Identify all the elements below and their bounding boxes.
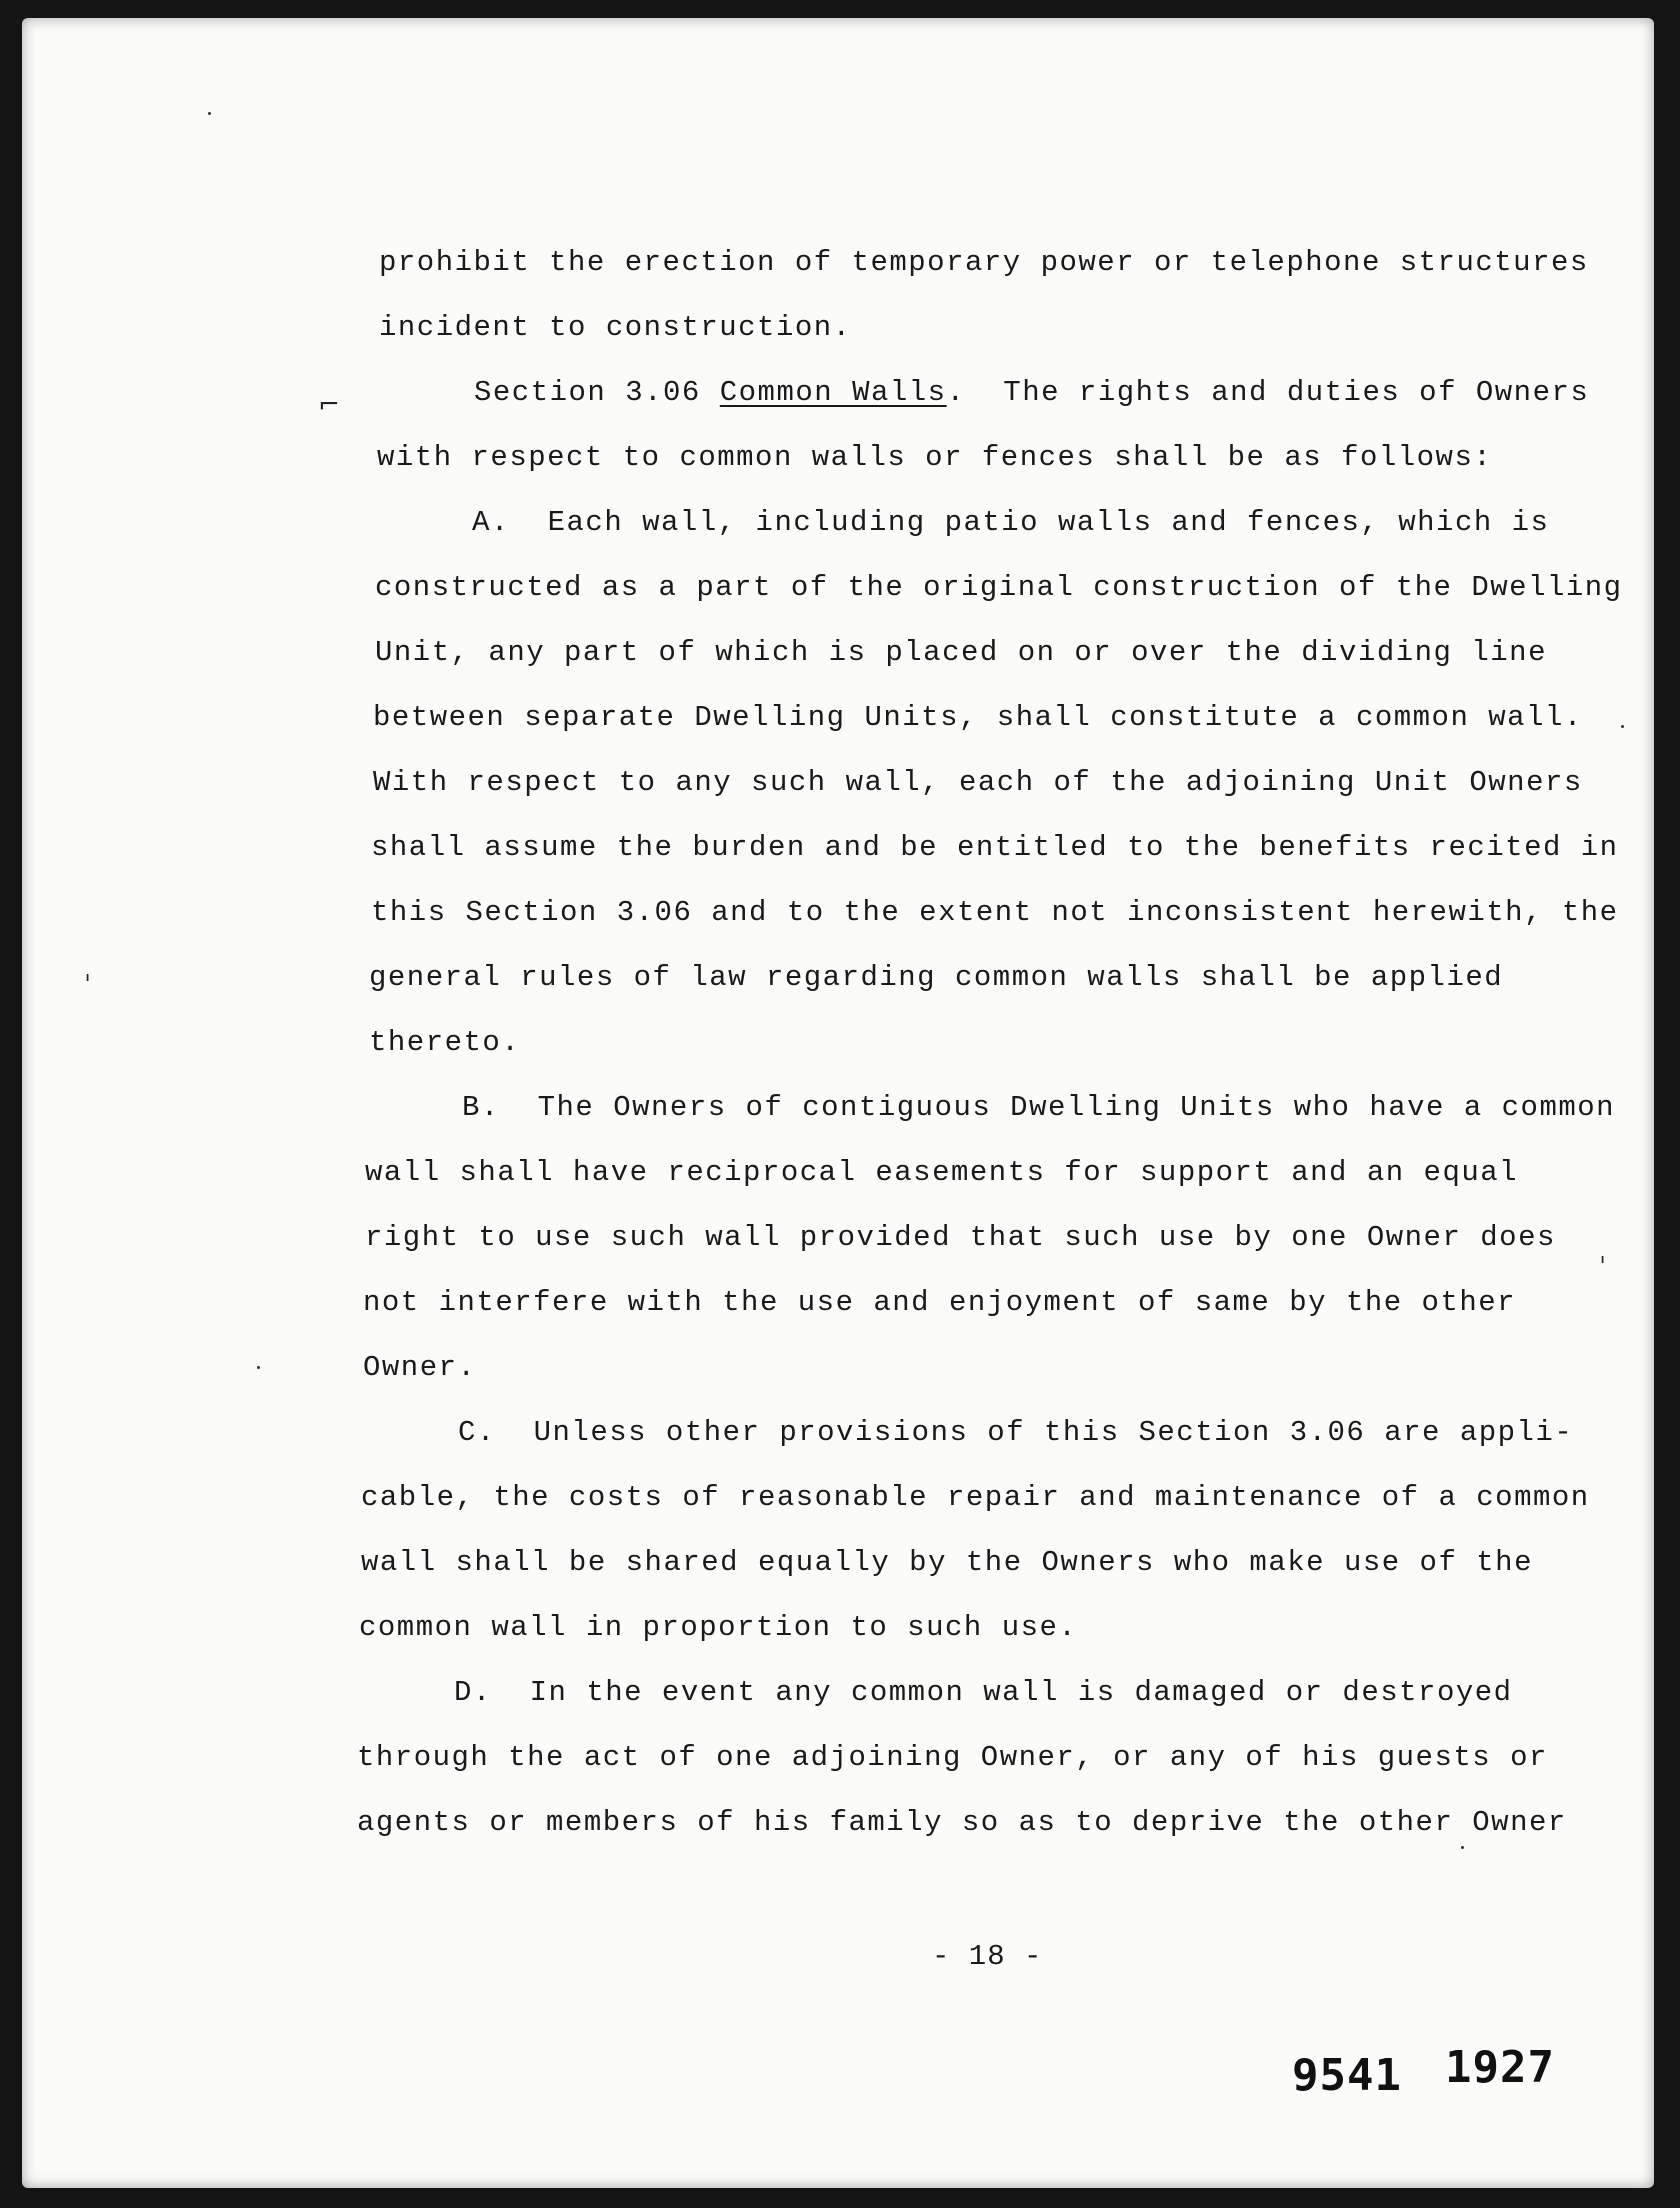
paragraph-d-start: D. In the event any common wall is damaged or destroyed — [454, 1676, 1513, 1709]
page-number: - 18 - — [932, 1940, 1043, 1973]
scan-speck — [208, 112, 211, 115]
text-line: With respect to any such wall, each of the adjoining Unit Owners — [373, 766, 1583, 799]
text-line: wall shall have reciprocal easements for support and an equal — [365, 1156, 1519, 1189]
text-line: with respect to common walls or fences shall be as follows: — [377, 441, 1493, 474]
margin-mark-icon: ⌐ — [318, 390, 340, 420]
paragraph-b-start: B. The Owners of contiguous Dwelling Units who have a common — [462, 1091, 1616, 1124]
scan-speck — [257, 1366, 260, 1369]
text-line: this Section 3.06 and to the extent not inconsistent herewith, the — [371, 896, 1619, 929]
text-line: Unit, any part of which is placed on or over the dividing line — [375, 636, 1547, 669]
text-line: thereto. — [369, 1026, 521, 1059]
scan-speck — [1461, 1846, 1464, 1849]
text-line: agents or members of his family so as to deprive the other Owner — [357, 1806, 1567, 1839]
margin-tick-icon: ˌ — [1599, 1236, 1607, 1266]
text-line: incident to construction. — [379, 311, 852, 344]
paragraph-a-start: A. Each wall, including patio walls and fences, which is — [472, 506, 1550, 539]
text-line: cable, the costs of reasonable repair and maintenance of a common — [361, 1481, 1590, 1514]
text-line: shall assume the burden and be entitled to the benefits recited in — [371, 831, 1619, 864]
document-stamp-number: 9541 — [1292, 2050, 1402, 2101]
document-stamp-number: 1927 — [1445, 2042, 1555, 2093]
document-body — [22, 18, 1654, 2188]
text-line: between separate Dwelling Units, shall constitute a common wall. — [373, 701, 1583, 734]
text-line: Owner. — [363, 1351, 477, 1384]
scan-speck — [1621, 725, 1624, 728]
paragraph-c-start: C. Unless other provisions of this Section 3.06 are appli- — [458, 1416, 1574, 1449]
section-title: Common Walls — [719, 376, 947, 409]
section-heading-line — [474, 376, 1589, 410]
text-line: through the act of one adjoining Owner, or any of his guests or — [357, 1741, 1548, 1774]
document-page — [22, 18, 1654, 2188]
text-line: general rules of law regarding common walls shall be applied — [369, 961, 1504, 994]
margin-tick-icon: ˌ — [84, 954, 92, 984]
text-line: constructed as a part of the original construction of the Dwelling — [375, 571, 1623, 604]
text-line: wall shall be shared equally by the Owners who make use of the — [361, 1546, 1533, 1579]
text-line: right to use such wall provided that such use by one Owner does — [365, 1221, 1556, 1254]
section-heading-rest: . The rights and duties of Owners — [946, 376, 1590, 409]
section-number: Section 3.06 — [474, 376, 720, 409]
text-line: prohibit the erection of temporary power or telephone structures — [379, 246, 1589, 279]
text-line: not interfere with the use and enjoyment of same by the other — [363, 1286, 1517, 1319]
text-line: common wall in proportion to such use. — [359, 1611, 1078, 1644]
